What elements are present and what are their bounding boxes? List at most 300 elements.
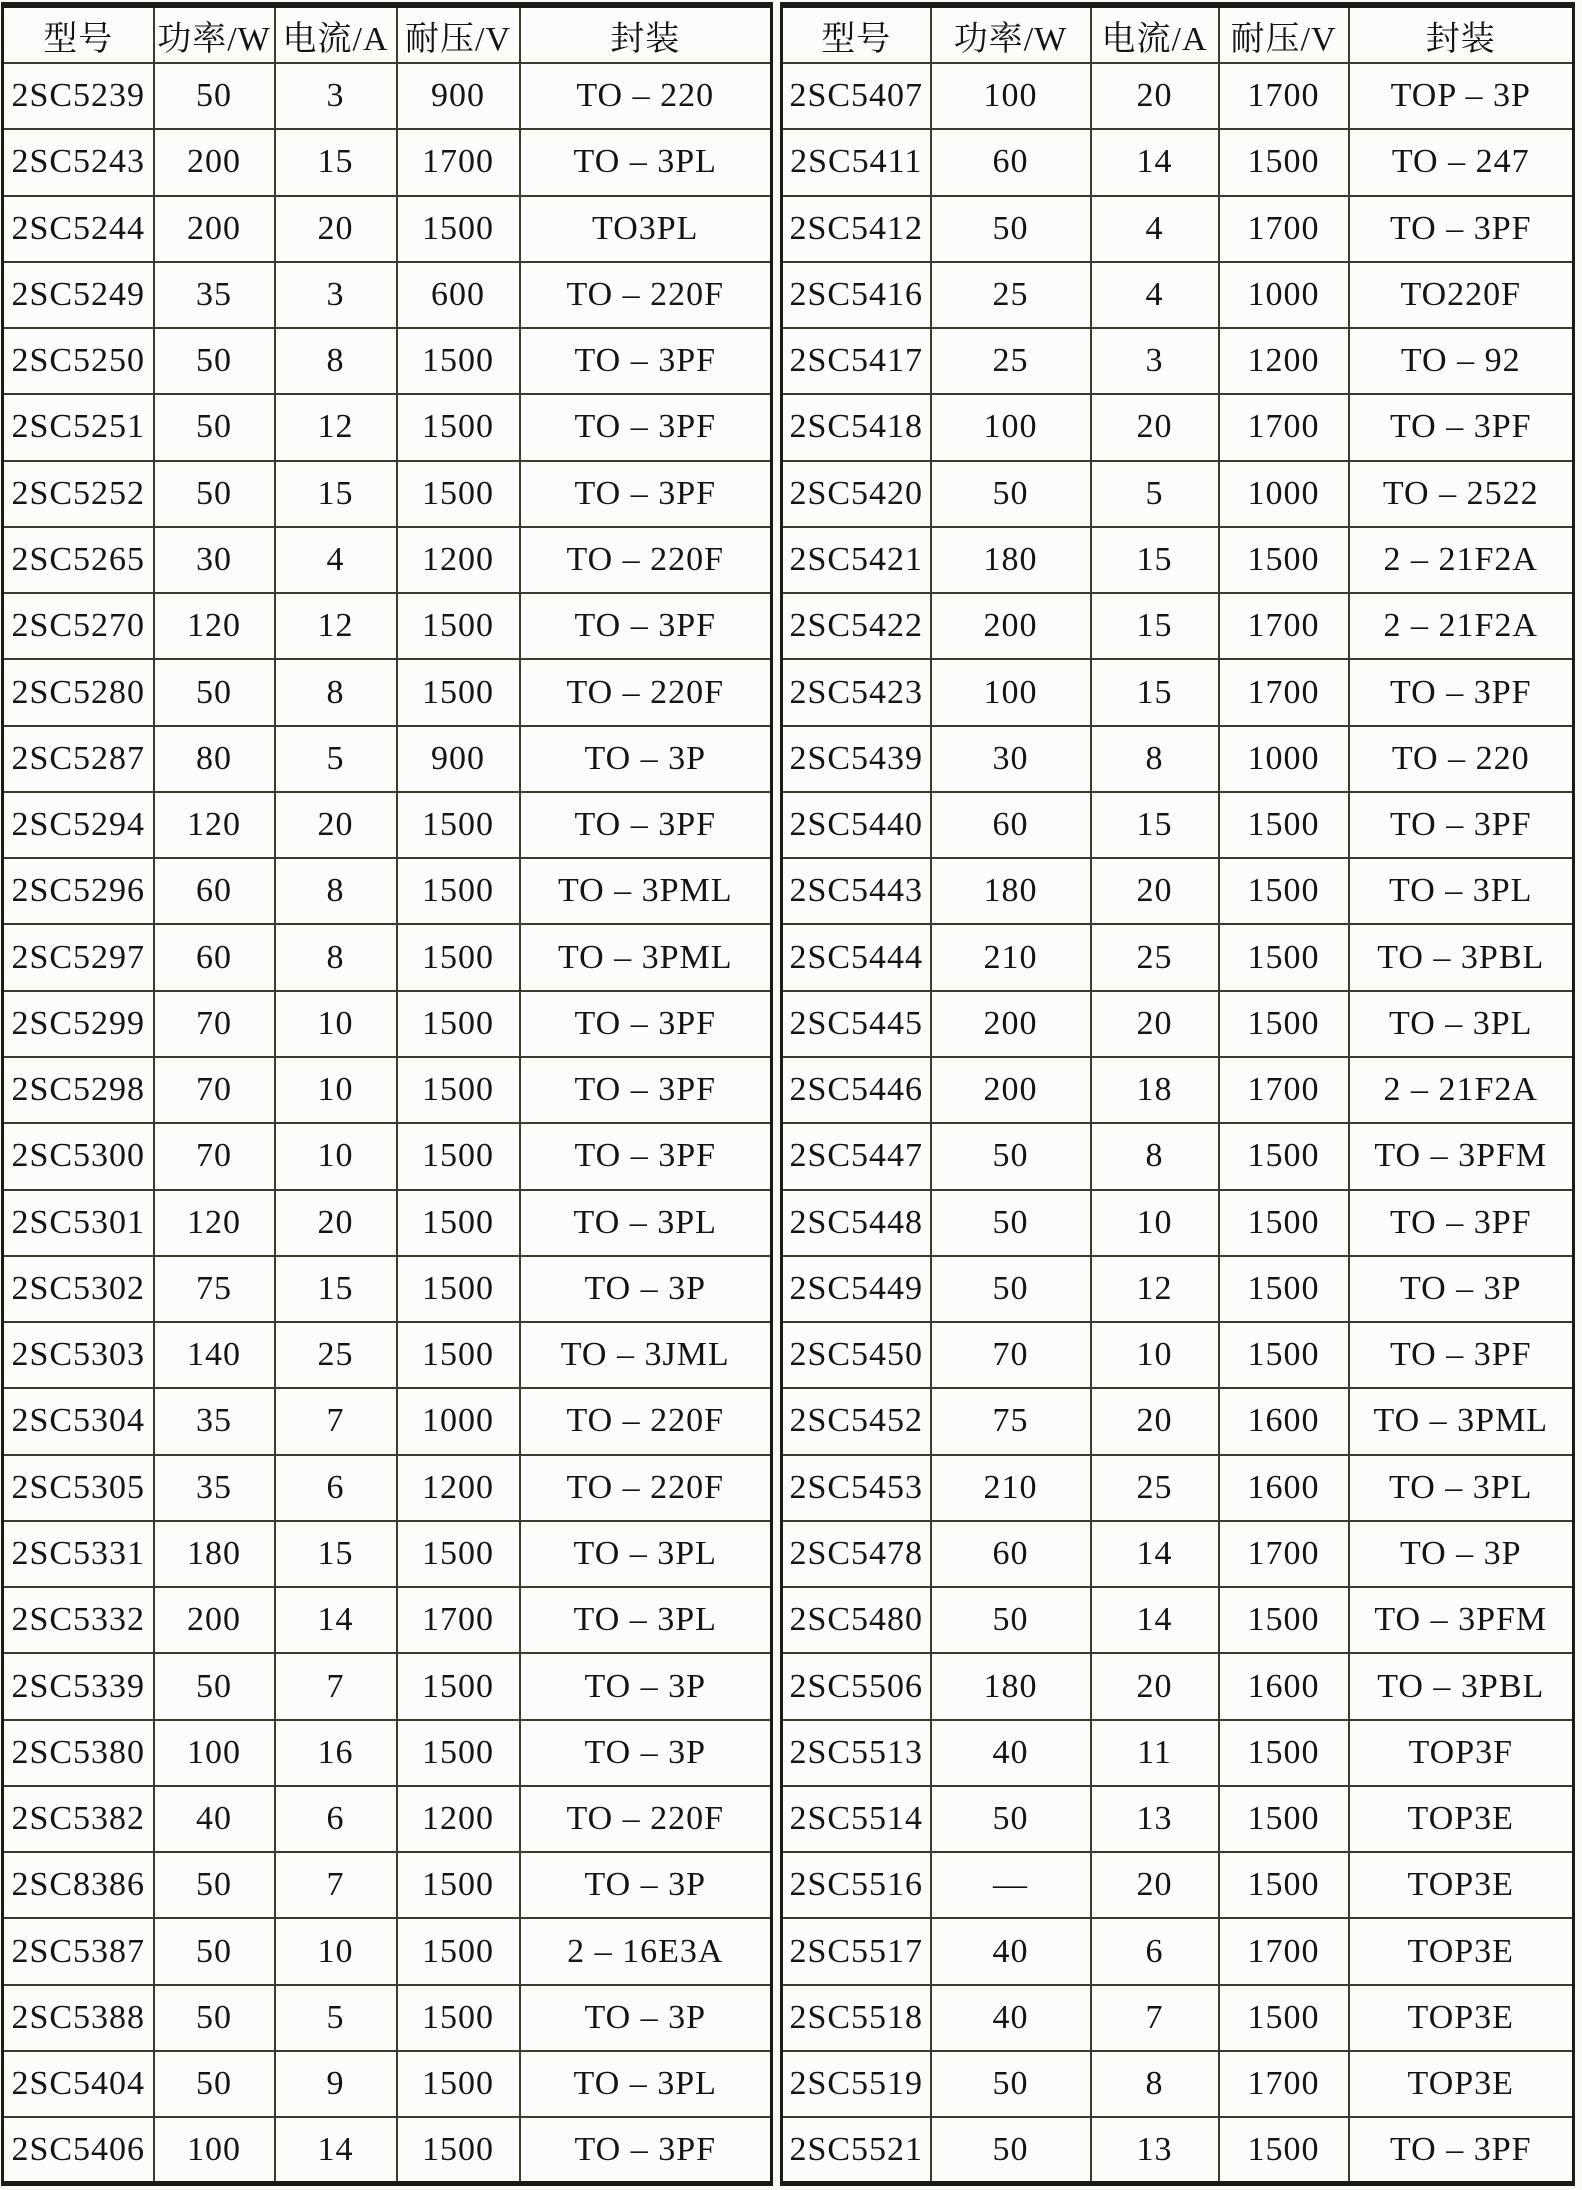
current-cell: 13 <box>1091 2117 1219 2183</box>
model-cell: 2SC5339 <box>3 1653 154 1719</box>
current-cell: 15 <box>1091 527 1219 593</box>
current-cell: 16 <box>275 1720 397 1786</box>
power-cell: 70 <box>931 1322 1091 1388</box>
current-cell: 5 <box>1091 461 1219 527</box>
power-cell: 180 <box>931 858 1091 924</box>
package-cell: TO – 3PL <box>520 1587 772 1653</box>
current-cell: 12 <box>275 394 397 460</box>
column-header-power: 功率/W <box>154 5 275 63</box>
voltage-cell: 1500 <box>397 1190 520 1256</box>
table-row <box>3 1918 772 1984</box>
package-cell: TO – 3PF <box>520 991 772 1057</box>
model-cell: 2SC5446 <box>782 1057 931 1123</box>
package-cell: TO – 3PL <box>520 1521 772 1587</box>
model-cell: 2SC5445 <box>782 991 931 1057</box>
package-cell: TO – 3PF <box>1349 1190 1574 1256</box>
table-row <box>782 991 1574 1057</box>
voltage-cell: 1700 <box>397 129 520 195</box>
package-cell: 2 – 21F2A <box>1349 593 1574 659</box>
current-cell: 15 <box>275 1521 397 1587</box>
table-row <box>782 1123 1574 1189</box>
table-row <box>3 858 772 924</box>
current-cell: 12 <box>1091 1256 1219 1322</box>
power-cell: 50 <box>154 63 275 129</box>
model-cell: 2SC5388 <box>3 1985 154 2051</box>
model-cell: 2SC5280 <box>3 659 154 725</box>
model-cell: 2SC5440 <box>782 792 931 858</box>
power-cell: 100 <box>931 394 1091 460</box>
power-cell: 100 <box>154 2117 275 2183</box>
column-header-voltage: 耐压/V <box>397 5 520 63</box>
package-cell: TO – 220F <box>520 1786 772 1852</box>
power-cell: 50 <box>931 1587 1091 1653</box>
power-cell: 25 <box>931 328 1091 394</box>
power-cell: 120 <box>154 1190 275 1256</box>
voltage-cell: 1700 <box>1219 1057 1349 1123</box>
package-cell: TO220F <box>1349 262 1574 328</box>
table-row <box>782 1985 1574 2051</box>
model-cell: 2SC8386 <box>3 1852 154 1918</box>
power-cell: 200 <box>931 991 1091 1057</box>
power-cell: 60 <box>154 924 275 990</box>
current-cell: 25 <box>275 1322 397 1388</box>
package-cell: TO – 247 <box>1349 129 1574 195</box>
current-cell: 4 <box>275 527 397 593</box>
model-cell: 2SC5423 <box>782 659 931 725</box>
current-cell: 7 <box>275 1852 397 1918</box>
model-cell: 2SC5252 <box>3 461 154 527</box>
table-row <box>3 262 772 328</box>
column-header-power: 功率/W <box>931 5 1091 63</box>
voltage-cell: 1500 <box>1219 2117 1349 2183</box>
current-cell: 20 <box>275 1190 397 1256</box>
voltage-cell: 900 <box>397 63 520 129</box>
table-row <box>3 1521 772 1587</box>
voltage-cell: 1700 <box>1219 659 1349 725</box>
voltage-cell: 1500 <box>397 1985 520 2051</box>
current-cell: 10 <box>275 1918 397 1984</box>
voltage-cell: 1500 <box>397 1256 520 1322</box>
package-cell: TO – 220 <box>1349 726 1574 792</box>
package-cell: TO – 3PL <box>1349 991 1574 1057</box>
package-cell: TO – 3PF <box>1349 792 1574 858</box>
package-cell: TO – 3PF <box>1349 1322 1574 1388</box>
model-cell: 2SC5447 <box>782 1123 931 1189</box>
voltage-cell: 1500 <box>1219 129 1349 195</box>
current-cell: 8 <box>1091 1123 1219 1189</box>
current-cell: 11 <box>1091 1720 1219 1786</box>
voltage-cell: 1000 <box>397 1388 520 1454</box>
voltage-cell: 1200 <box>397 527 520 593</box>
voltage-cell: 1700 <box>1219 63 1349 129</box>
current-cell: 10 <box>1091 1190 1219 1256</box>
power-cell: 35 <box>154 1388 275 1454</box>
table-row <box>782 593 1574 659</box>
voltage-cell: 1500 <box>397 328 520 394</box>
table-row <box>782 726 1574 792</box>
voltage-cell: 1500 <box>1219 1786 1349 1852</box>
package-cell: TO – 220F <box>520 262 772 328</box>
current-cell: 8 <box>275 328 397 394</box>
package-cell: TO – 220 <box>520 63 772 129</box>
package-cell: 2 – 21F2A <box>1349 527 1574 593</box>
power-cell: 75 <box>931 1388 1091 1454</box>
package-cell: TO – 3PFM <box>1349 1587 1574 1653</box>
package-cell: TO – 3PF <box>520 1123 772 1189</box>
table-row <box>3 991 772 1057</box>
model-cell: 2SC5251 <box>3 394 154 460</box>
power-cell: 60 <box>931 792 1091 858</box>
package-cell: TO – 3PBL <box>1349 924 1574 990</box>
package-cell: TO – 3PF <box>520 593 772 659</box>
model-cell: 2SC5418 <box>782 394 931 460</box>
package-cell: TO – 3P <box>1349 1521 1574 1587</box>
column-header-voltage: 耐压/V <box>1219 5 1349 63</box>
column-header-package: 封装 <box>520 5 772 63</box>
power-cell: 50 <box>154 659 275 725</box>
spec-table-right <box>780 2 1575 2186</box>
voltage-cell: 1200 <box>1219 328 1349 394</box>
table-row <box>3 196 772 262</box>
current-cell: 10 <box>275 1123 397 1189</box>
current-cell: 15 <box>1091 659 1219 725</box>
model-cell: 2SC5244 <box>3 196 154 262</box>
table-row <box>3 1653 772 1719</box>
model-cell: 2SC5331 <box>3 1521 154 1587</box>
model-cell: 2SC5297 <box>3 924 154 990</box>
power-cell: — <box>931 1852 1091 1918</box>
current-cell: 5 <box>275 1985 397 2051</box>
package-cell: TO – 3PL <box>1349 1455 1574 1521</box>
model-cell: 2SC5300 <box>3 1123 154 1189</box>
table-row <box>3 527 772 593</box>
package-cell: TO – 3PML <box>520 858 772 924</box>
model-cell: 2SC5412 <box>782 196 931 262</box>
model-cell: 2SC5301 <box>3 1190 154 1256</box>
table-row <box>782 63 1574 129</box>
model-cell: 2SC5302 <box>3 1256 154 1322</box>
table-row <box>3 1057 772 1123</box>
model-cell: 2SC5443 <box>782 858 931 924</box>
current-cell: 20 <box>1091 1852 1219 1918</box>
package-cell: TO – 3PF <box>520 792 772 858</box>
voltage-cell: 1500 <box>1219 1322 1349 1388</box>
current-cell: 14 <box>1091 129 1219 195</box>
voltage-cell: 1500 <box>1219 991 1349 1057</box>
voltage-cell: 1500 <box>1219 1852 1349 1918</box>
model-cell: 2SC5449 <box>782 1256 931 1322</box>
power-cell: 50 <box>931 2117 1091 2183</box>
table-row <box>782 1455 1574 1521</box>
current-cell: 25 <box>1091 924 1219 990</box>
voltage-cell: 1000 <box>1219 262 1349 328</box>
model-cell: 2SC5304 <box>3 1388 154 1454</box>
voltage-cell: 1500 <box>397 2117 520 2183</box>
power-cell: 50 <box>154 2051 275 2117</box>
model-cell: 2SC5480 <box>782 1587 931 1653</box>
package-cell: TOP3E <box>1349 1786 1574 1852</box>
current-cell: 20 <box>1091 394 1219 460</box>
voltage-cell: 1200 <box>397 1455 520 1521</box>
table-row <box>782 1190 1574 1256</box>
power-cell: 70 <box>154 1057 275 1123</box>
model-cell: 2SC5516 <box>782 1852 931 1918</box>
voltage-cell: 1700 <box>1219 1918 1349 1984</box>
model-cell: 2SC5448 <box>782 1190 931 1256</box>
model-cell: 2SC5519 <box>782 2051 931 2117</box>
current-cell: 8 <box>1091 2051 1219 2117</box>
model-cell: 2SC5239 <box>3 63 154 129</box>
power-cell: 50 <box>154 1918 275 1984</box>
power-cell: 35 <box>154 262 275 328</box>
power-cell: 50 <box>154 328 275 394</box>
table-row <box>782 792 1574 858</box>
voltage-cell: 1500 <box>397 1322 520 1388</box>
power-cell: 80 <box>154 726 275 792</box>
current-cell: 20 <box>1091 1388 1219 1454</box>
table-row <box>3 328 772 394</box>
power-cell: 210 <box>931 1455 1091 1521</box>
package-cell: TO – 3PL <box>520 1190 772 1256</box>
model-cell: 2SC5420 <box>782 461 931 527</box>
package-cell: TOP3E <box>1349 2051 1574 2117</box>
model-cell: 2SC5250 <box>3 328 154 394</box>
current-cell: 8 <box>275 659 397 725</box>
table-row <box>3 63 772 129</box>
column-header-model: 型号 <box>3 5 154 63</box>
power-cell: 50 <box>154 1653 275 1719</box>
current-cell: 6 <box>275 1455 397 1521</box>
package-cell: TO – 3P <box>520 1653 772 1719</box>
table-row <box>3 1587 772 1653</box>
voltage-cell: 1500 <box>1219 924 1349 990</box>
package-cell: TO – 92 <box>1349 328 1574 394</box>
power-cell: 100 <box>931 659 1091 725</box>
power-cell: 50 <box>931 461 1091 527</box>
table-row <box>3 1322 772 1388</box>
model-cell: 2SC5439 <box>782 726 931 792</box>
model-cell: 2SC5249 <box>3 262 154 328</box>
table-row <box>782 1852 1574 1918</box>
power-cell: 70 <box>154 1123 275 1189</box>
package-cell: TO – 220F <box>520 527 772 593</box>
current-cell: 15 <box>1091 792 1219 858</box>
table-row <box>3 394 772 460</box>
table-row <box>782 659 1574 725</box>
package-cell: TO – 3PL <box>1349 858 1574 924</box>
package-cell: TO – 3JML <box>520 1322 772 1388</box>
package-cell: TO – 3PF <box>1349 2117 1574 2183</box>
power-cell: 60 <box>154 858 275 924</box>
power-cell: 100 <box>154 1720 275 1786</box>
power-cell: 60 <box>931 1521 1091 1587</box>
power-cell: 70 <box>154 991 275 1057</box>
table-row <box>782 1587 1574 1653</box>
current-cell: 10 <box>275 1057 397 1123</box>
voltage-cell: 1500 <box>1219 1720 1349 1786</box>
package-cell: TO – 3P <box>520 726 772 792</box>
table-row <box>782 1786 1574 1852</box>
power-cell: 50 <box>931 1786 1091 1852</box>
voltage-cell: 1500 <box>1219 1985 1349 2051</box>
model-cell: 2SC5332 <box>3 1587 154 1653</box>
model-cell: 2SC5517 <box>782 1918 931 1984</box>
table-row <box>782 1521 1574 1587</box>
power-cell: 60 <box>931 129 1091 195</box>
column-header-current: 电流/A <box>275 5 397 63</box>
package-cell: TO – 3PBL <box>1349 1653 1574 1719</box>
package-cell: TO – 3P <box>520 1720 772 1786</box>
package-cell: 2 – 21F2A <box>1349 1057 1574 1123</box>
current-cell: 14 <box>1091 1521 1219 1587</box>
power-cell: 40 <box>931 1918 1091 1984</box>
table-row <box>3 792 772 858</box>
model-cell: 2SC5270 <box>3 593 154 659</box>
package-cell: TO – 3PFM <box>1349 1123 1574 1189</box>
package-cell: TO – 3PF <box>1349 196 1574 262</box>
model-cell: 2SC5305 <box>3 1455 154 1521</box>
model-cell: 2SC5294 <box>3 792 154 858</box>
model-cell: 2SC5382 <box>3 1786 154 1852</box>
model-cell: 2SC5265 <box>3 527 154 593</box>
table-row <box>3 1786 772 1852</box>
table-row <box>782 328 1574 394</box>
model-cell: 2SC5450 <box>782 1322 931 1388</box>
package-cell: TO3PL <box>520 196 772 262</box>
voltage-cell: 1500 <box>1219 792 1349 858</box>
current-cell: 3 <box>275 63 397 129</box>
package-cell: TO – 3PF <box>520 394 772 460</box>
table-row <box>782 858 1574 924</box>
column-header-model: 型号 <box>782 5 931 63</box>
model-cell: 2SC5518 <box>782 1985 931 2051</box>
model-cell: 2SC5406 <box>3 2117 154 2183</box>
voltage-cell: 1000 <box>1219 726 1349 792</box>
voltage-cell: 1500 <box>1219 1123 1349 1189</box>
table-row <box>782 1653 1574 1719</box>
model-cell: 2SC5299 <box>3 991 154 1057</box>
current-cell: 14 <box>275 2117 397 2183</box>
table-row <box>782 1918 1574 1984</box>
current-cell: 3 <box>1091 328 1219 394</box>
column-header-current: 电流/A <box>1091 5 1219 63</box>
package-cell: TO – 3P <box>1349 1256 1574 1322</box>
package-cell: TO – 3PF <box>520 461 772 527</box>
table-row <box>3 659 772 725</box>
power-cell: 50 <box>931 1256 1091 1322</box>
model-cell: 2SC5444 <box>782 924 931 990</box>
table-row <box>782 129 1574 195</box>
voltage-cell: 1500 <box>397 659 520 725</box>
power-cell: 40 <box>154 1786 275 1852</box>
table-row <box>3 461 772 527</box>
package-cell: TO – 3PML <box>520 924 772 990</box>
voltage-cell: 1500 <box>397 1720 520 1786</box>
current-cell: 20 <box>1091 1653 1219 1719</box>
current-cell: 8 <box>275 924 397 990</box>
power-cell: 40 <box>931 1720 1091 1786</box>
table-row <box>3 1720 772 1786</box>
current-cell: 15 <box>275 461 397 527</box>
current-cell: 7 <box>275 1388 397 1454</box>
model-cell: 2SC5506 <box>782 1653 931 1719</box>
package-cell: TO – 220F <box>520 659 772 725</box>
package-cell: TO – 3P <box>520 1985 772 2051</box>
table-row <box>782 1256 1574 1322</box>
package-cell: TO – 2522 <box>1349 461 1574 527</box>
voltage-cell: 1600 <box>1219 1388 1349 1454</box>
model-cell: 2SC5404 <box>3 2051 154 2117</box>
power-cell: 40 <box>931 1985 1091 2051</box>
voltage-cell: 1700 <box>1219 593 1349 659</box>
voltage-cell: 1500 <box>397 196 520 262</box>
model-cell: 2SC5287 <box>3 726 154 792</box>
table-header-row <box>3 5 772 63</box>
package-cell: TO – 3PML <box>1349 1388 1574 1454</box>
package-cell: TO – 3PF <box>520 2117 772 2183</box>
voltage-cell: 1500 <box>1219 527 1349 593</box>
voltage-cell: 1500 <box>1219 858 1349 924</box>
model-cell: 2SC5298 <box>3 1057 154 1123</box>
power-cell: 30 <box>931 726 1091 792</box>
current-cell: 20 <box>1091 991 1219 1057</box>
table-row <box>782 924 1574 990</box>
power-cell: 100 <box>931 63 1091 129</box>
table-row <box>3 1455 772 1521</box>
current-cell: 6 <box>275 1786 397 1852</box>
current-cell: 20 <box>1091 63 1219 129</box>
table-row <box>782 1322 1574 1388</box>
package-cell: TO – 3PF <box>1349 659 1574 725</box>
voltage-cell: 1200 <box>397 1786 520 1852</box>
current-cell: 18 <box>1091 1057 1219 1123</box>
power-cell: 200 <box>154 1587 275 1653</box>
package-cell: TO – 220F <box>520 1455 772 1521</box>
package-cell: TOP – 3P <box>1349 63 1574 129</box>
package-cell: TO – 3PF <box>520 328 772 394</box>
power-cell: 50 <box>931 2051 1091 2117</box>
voltage-cell: 1500 <box>397 461 520 527</box>
table-row <box>3 1256 772 1322</box>
current-cell: 6 <box>1091 1918 1219 1984</box>
table-row <box>782 1720 1574 1786</box>
table-row <box>782 1057 1574 1123</box>
voltage-cell: 1500 <box>397 1123 520 1189</box>
current-cell: 10 <box>275 991 397 1057</box>
voltage-cell: 1500 <box>397 1653 520 1719</box>
power-cell: 25 <box>931 262 1091 328</box>
model-cell: 2SC5387 <box>3 1918 154 1984</box>
table-row <box>3 726 772 792</box>
voltage-cell: 1700 <box>397 1587 520 1653</box>
table-row <box>782 2117 1574 2183</box>
power-cell: 30 <box>154 527 275 593</box>
table-row <box>3 1852 772 1918</box>
table-row <box>3 1123 772 1189</box>
table-row <box>3 924 772 990</box>
model-cell: 2SC5514 <box>782 1786 931 1852</box>
table-row <box>3 1190 772 1256</box>
power-cell: 50 <box>154 1985 275 2051</box>
current-cell: 20 <box>1091 858 1219 924</box>
power-cell: 180 <box>154 1521 275 1587</box>
model-cell: 2SC5411 <box>782 129 931 195</box>
voltage-cell: 1500 <box>397 1057 520 1123</box>
current-cell: 8 <box>275 858 397 924</box>
column-header-package: 封装 <box>1349 5 1574 63</box>
power-cell: 200 <box>931 593 1091 659</box>
table-row <box>782 461 1574 527</box>
